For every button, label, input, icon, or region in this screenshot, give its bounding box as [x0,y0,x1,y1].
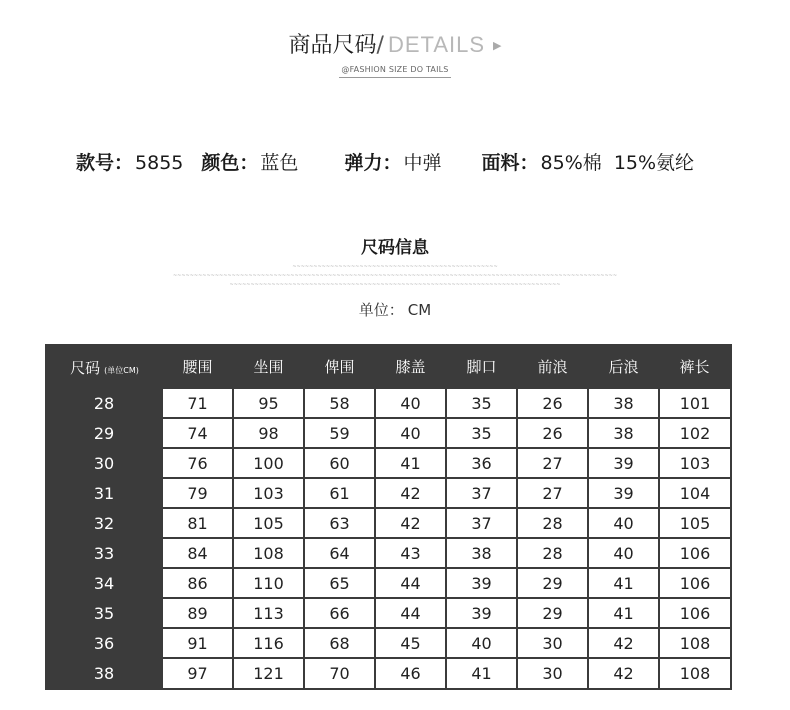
row-size-cell: 31 [46,478,162,508]
table-cell: 46 [375,658,446,689]
unit-label: 单位 [358,301,389,319]
table-cell: 101 [659,388,731,418]
decorative-script-line: ~~~~~~~~~~~~~~~~~~~~~~~~~~~~~~~~~~~~~~~~~~~~~~~~~~~~~~~~~~~~~~~~~~~~~~~~~~~~~~~~~~~~~~~~~~~~~~~~~~~~~~~~~~ [172,273,618,279]
table-cell: 28 [517,508,588,538]
table-cell: 61 [304,478,375,508]
row-size-cell: 34 [46,568,162,598]
table-cell: 30 [517,628,588,658]
table-cell: 39 [446,598,517,628]
table-cell: 38 [588,388,659,418]
table-cell: 121 [233,658,304,689]
table-cell: 42 [588,628,659,658]
table-cell: 70 [304,658,375,689]
spec-colon: ： [382,152,402,174]
table-header-row [46,345,731,388]
table-cell: 68 [304,628,375,658]
table-cell: 106 [659,538,731,568]
table-row [46,478,731,508]
table-cell: 38 [588,418,659,448]
row-size-cell: 32 [46,508,162,538]
table-cell: 113 [233,598,304,628]
table-cell: 79 [162,478,233,508]
table-header-cell: 膝盖 [375,345,446,388]
unit-colon: ： [388,301,404,319]
subtitle-underline [339,77,451,78]
header-title-line [289,28,502,59]
table-cell: 60 [304,448,375,478]
size-info-title: 尺码信息 [361,238,429,258]
table-cell: 26 [517,388,588,418]
spec-label: 弹力 [344,152,383,174]
table-cell: 35 [446,388,517,418]
table-cell: 95 [233,388,304,418]
page-subtitle: @FASHION SIZE DO TAILS [341,65,449,74]
table-cell: 27 [517,478,588,508]
table-cell: 42 [588,658,659,689]
table-header-cell: 俾围 [304,345,375,388]
row-size-cell: 29 [46,418,162,448]
table-cell: 64 [304,538,375,568]
table-cell: 40 [446,628,517,658]
table-row [46,598,731,628]
unit-value: CM [407,301,432,319]
header-size [46,345,162,388]
table-cell: 65 [304,568,375,598]
play-arrow-icon: ▶ [493,39,502,52]
spec-value: 5855 [135,152,184,174]
decorative-script-line: ~~~~~~~~~~~~~~~~~~~~~~~~~~~~~~~~~~~~~~~~~~~~~~~~~ [292,264,498,270]
table-cell: 100 [233,448,304,478]
header-size-unit: (单位CM) [104,365,139,375]
spec-elasticity [344,148,441,175]
table-cell: 116 [233,628,304,658]
table-cell: 81 [162,508,233,538]
table-cell: 108 [659,658,731,689]
table-cell: 39 [588,478,659,508]
table-header-cell: 坐围 [233,345,304,388]
table-cell: 41 [588,598,659,628]
table-cell: 44 [375,568,446,598]
spec-colon: ： [239,152,259,174]
table-cell: 102 [659,418,731,448]
table-cell: 42 [375,508,446,538]
row-size-cell: 30 [46,448,162,478]
size-table [45,344,732,690]
table-row [46,418,731,448]
table-row [46,658,731,689]
spec-label: 款号 [76,152,115,174]
table-cell: 98 [233,418,304,448]
table-header-cell: 脚口 [446,345,517,388]
table-body [46,388,731,689]
table-cell: 44 [375,598,446,628]
row-size-cell: 38 [46,658,162,689]
table-cell: 36 [446,448,517,478]
table-cell: 40 [588,538,659,568]
table-cell: 74 [162,418,233,448]
spec-label: 面料 [481,152,520,174]
table-cell: 103 [233,478,304,508]
table-cell: 86 [162,568,233,598]
table-cell: 76 [162,448,233,478]
product-specs [76,148,712,175]
table-cell: 40 [375,418,446,448]
table-cell: 91 [162,628,233,658]
table-cell: 29 [517,598,588,628]
table-row [46,538,731,568]
table-cell: 103 [659,448,731,478]
table-cell: 37 [446,478,517,508]
table-cell: 27 [517,448,588,478]
table-cell: 40 [375,388,446,418]
table-cell: 105 [233,508,304,538]
table-cell: 42 [375,478,446,508]
spec-fabric [481,148,694,175]
table-header-cell: 腰围 [162,345,233,388]
table-cell: 108 [659,628,731,658]
header [0,28,790,78]
spec-value: 蓝色 [260,152,299,174]
table-cell: 58 [304,388,375,418]
spec-colon: ： [114,152,134,174]
table-header-cell: 前浪 [517,345,588,388]
row-size-cell: 28 [46,388,162,418]
table-cell: 43 [375,538,446,568]
table-cell: 63 [304,508,375,538]
row-size-cell: 35 [46,598,162,628]
table-cell: 59 [304,418,375,448]
table-cell: 97 [162,658,233,689]
unit-line [0,299,790,320]
row-size-cell: 33 [46,538,162,568]
table-cell: 28 [517,538,588,568]
table-row [46,628,731,658]
table-cell: 40 [588,508,659,538]
table-cell: 30 [517,658,588,689]
table-cell: 84 [162,538,233,568]
table-header-cell: 裤长 [659,345,731,388]
table-cell: 29 [517,568,588,598]
table-cell: 41 [446,658,517,689]
table-cell: 45 [375,628,446,658]
spec-value: 85%棉 15%氨纶 [540,152,695,174]
table-cell: 105 [659,508,731,538]
table-cell: 37 [446,508,517,538]
table-cell: 108 [233,538,304,568]
spec-label: 颜色 [201,152,240,174]
table-cell: 71 [162,388,233,418]
spec-style-number [76,148,183,175]
table-cell: 106 [659,568,731,598]
table-cell: 41 [375,448,446,478]
decorative-script-line: ~~~~~~~~~~~~~~~~~~~~~~~~~~~~~~~~~~~~~~~~~~~~~~~~~~~~~~~~~~~~~~~~~~~~~~~~~~~~~~~ [229,282,561,288]
table-cell: 38 [446,538,517,568]
table-cell: 104 [659,478,731,508]
table-cell: 110 [233,568,304,598]
header-size-label: 尺码 [70,358,101,377]
table-cell: 35 [446,418,517,448]
spec-value: 中弹 [403,152,442,174]
table-row [46,508,731,538]
table-cell: 26 [517,418,588,448]
table-cell: 39 [588,448,659,478]
spec-colon: ： [519,152,539,174]
table-cell: 66 [304,598,375,628]
spec-color [201,148,298,175]
table-row [46,448,731,478]
table-cell: 106 [659,598,731,628]
table-cell: 89 [162,598,233,628]
table-header-cell: 后浪 [588,345,659,388]
title-separator: / [376,33,384,58]
page-title-en: DETAILS [387,32,486,57]
table-row [46,568,731,598]
table-cell: 39 [446,568,517,598]
table-row [46,388,731,418]
row-size-cell: 36 [46,628,162,658]
table-cell: 41 [588,568,659,598]
size-table-container [45,344,732,690]
page-title: 商品尺码 [288,33,377,58]
